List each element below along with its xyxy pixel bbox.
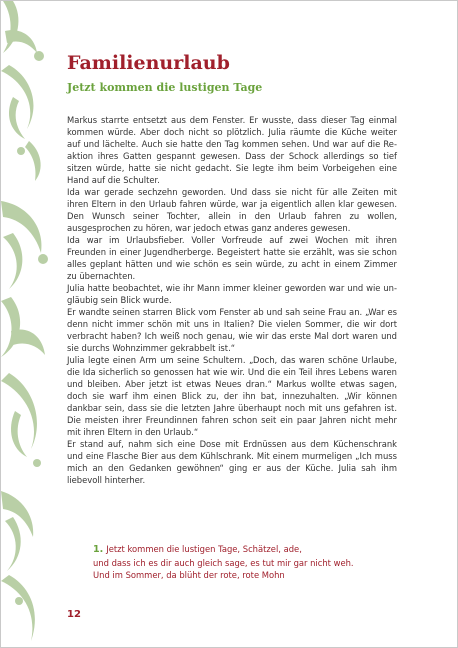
verse-line: und dass ich es dir auch gleich sage, es tut mir gar nicht weh. (93, 557, 354, 568)
floral-vine-ornament-icon (1, 1, 57, 647)
verse-line: Und im Sommer, da blüht der rote, rote Mohn (93, 570, 285, 580)
verse-line-text: Jetzt kommen die lustigen Tage, Schätzel, ade, (106, 544, 302, 554)
story-paragraph: Julia legte einen Arm um seine Schultern. „Doch, das waren schöne Urlaube, die Ida sicherlich so genossen hat wie wir. Und die ein Teil ihres Lebens waren und bleiben. Aber jetzt ist etwas Neues dran.“ Markus wollte etwas sagen, doch sie warf ihm einen Blick zu, der ihn bat, innezuhalten. „Wir können dankbar sein, dass sie die letzten Jahre überhaupt noch mit uns gefahren ist. Die meisten ihrer Freundinnen fahren schon seit ein paar Jahren nicht mehr mit ihren Eltern in den Urlaub.“ (67, 355, 397, 437)
story-paragraph: Markus starrte entsetzt aus dem Fenster. Er wusste, dass dieser Tag einmal kommen würde. Aber doch nicht so plötzlich. Julia räumte die Küche weiter auf und lächelte. Auch sie hatte den Tag kommen sehen. Und war auf die Reaktion ihres Gatten gespannt gewesen. Dass der Schock allerdings so tief sitzen würde, hatte sie nicht gedacht. Sie legte ihm beim Vorbeigehen eine Hand auf die Schulter. (67, 115, 397, 185)
page-title: Familienurlaub (67, 52, 230, 74)
song-verse (93, 543, 393, 582)
verse-number: 1. (93, 544, 104, 555)
story-paragraph: Julia hatte beobachtet, wie ihr Mann immer kleiner geworden war und wie ungläubig sein Blick wurde. (67, 283, 397, 305)
page-subtitle: Jetzt kommen die lustigen Tage (67, 81, 263, 94)
story-text (67, 114, 397, 486)
story-paragraph: Er wandte seinen starren Blick vom Fenster ab und sah seine Frau an. „War es denn nicht immer schön mit uns in Italien? Die vielen Sommer, die wir dort verbracht haben? Ich weiß noch genau, wie wir das erste Mal dort waren und sie durchs Wohnzimmer gekrabbelt ist.“ (67, 307, 397, 353)
story-paragraph: Er stand auf, nahm sich eine Dose mit Erdnüssen aus dem Küchenschrank und eine Flasche Bier aus dem Kühlschrank. Mit einem murmeligen „Ich muss mich an den Gedanken gewöhnen“ ging er aus der Küche. Julia sah ihm liebevoll hinterher. (67, 439, 397, 485)
page-number: 12 (67, 609, 81, 620)
story-paragraph: Ida war im Urlaubsfieber. Voller Vorfreude auf zwei Wochen mit ihren Freunden in einer Jugendherberge. Begeistert hatte sie erzählt, was sie schon alles geplant hätten und wie schön es sein würde, zu acht in einem Zimmer zu übernachten. (67, 235, 397, 281)
story-paragraph: Ida war gerade sechzehn geworden. Und dass sie nicht für alle Zeiten mit ihren Eltern in den Urlaub fahren würde, war ja eigentlich allen klar gewesen. Den Wunsch seiner Tochter, allein in den Urlaub fahren zu wollen, ausgesprochen zu hören, war jedoch etwas ganz anderes gewesen. (67, 187, 397, 233)
verse-line (93, 543, 393, 557)
